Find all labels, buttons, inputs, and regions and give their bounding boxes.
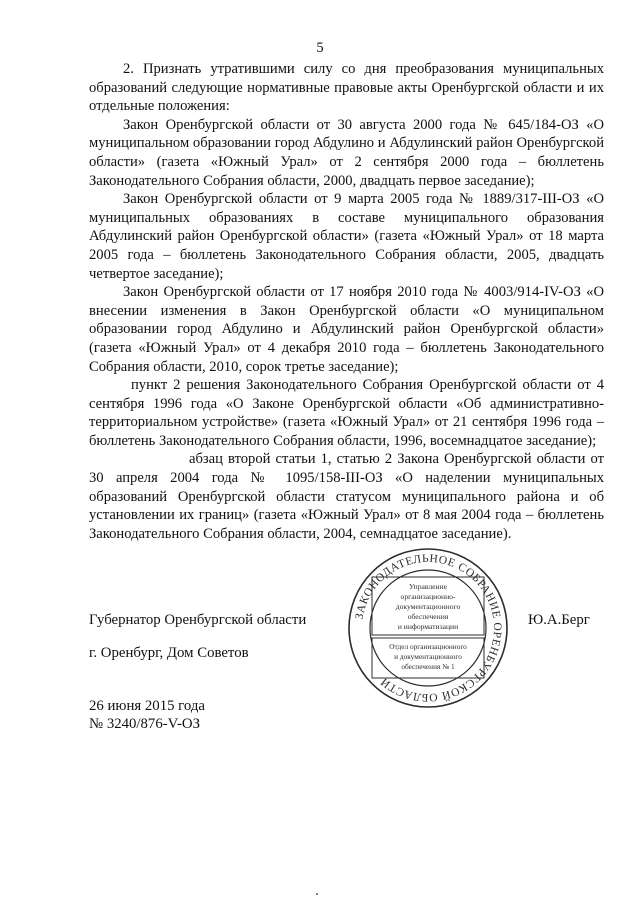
governor-name: Ю.А.Берг bbox=[528, 612, 590, 628]
governor-title: Губернатор Оренбургской области bbox=[89, 612, 307, 628]
seal-lower-box bbox=[389, 642, 467, 671]
paragraph-law-2004: абзац второй статьи 1, статью 2 Закона Оренбургской области от 30 апреля 2004 года № 1095/158-III-ОЗ «О наделении муниципальных образований Оренбургской области статусом муниципального района и об установлении их границ» (газета «Южный Урал» от 8 мая 2004 года – бюллетень Законодательного Собрания области, 2004, семнадцатое заседание). bbox=[89, 451, 604, 542]
svg-text:организационно-: организационно- bbox=[400, 592, 456, 601]
official-seal bbox=[347, 547, 509, 709]
scan-dot bbox=[316, 893, 318, 895]
paragraph-law-2000: Закон Оренбургской области от 30 августа 2000 года № 645/184-ОЗ «О муниципальном образовании город Абдулино и Абдулинский район Оренбургской области» (газета «Южный Урал» от 2 сентября 2000 года – бюллетень Законодательного Собрания области, 2000, двадцать первое заседание); bbox=[89, 116, 604, 189]
svg-text:обеспечения № 1: обеспечения № 1 bbox=[401, 662, 455, 671]
paragraph-item-2: 2. Признать утратившими силу со дня преобразования муниципальных образований следующие нормативные правовые акты Оренбургской области и их отдельные положения: bbox=[89, 61, 604, 115]
signing-date: 26 июня 2015 года bbox=[89, 698, 205, 714]
page-number: 5 bbox=[316, 40, 324, 56]
law-number: № 3240/876-V-ОЗ bbox=[89, 716, 200, 732]
paragraph-law-2010: Закон Оренбургской области от 17 ноября 2010 года № 4003/914-IV-ОЗ «О внесении изменения в Закон Оренбургской области «О муниципальном образовании город Абдулино и Абдулинский район Оренбургской области» (газета «Южный Урал» от 4 декабря 2010 года – бюллетень Законодательного Собрания области, 2010, сорок третье заседание); bbox=[89, 284, 604, 375]
svg-text:документационного: документационного bbox=[395, 602, 461, 611]
seal-outer-text: ЗАКОНОДАТЕЛЬНОЕ СОБРАНИЕ ОРЕНБУРГСКОЙ ОБЛАСТИ bbox=[353, 552, 504, 704]
svg-text:Управление: Управление bbox=[408, 582, 448, 591]
paragraph-decision-1996: пункт 2 решения Законодательного Собрания Оренбургской области от 4 сентября 1996 года «О Законе Оренбургской области «Об административно-территориальном устройстве» (газета «Южный Урал» от 21 сентября 1996 года – бюллетень Законодательного Собрания области, 1996, восемнадцатое заседание); bbox=[89, 377, 604, 449]
seal-upper-box bbox=[396, 582, 461, 631]
svg-text:обеспечения: обеспечения bbox=[407, 612, 449, 621]
document-body bbox=[89, 60, 604, 543]
svg-text:и информатизации: и информатизации bbox=[397, 622, 459, 631]
paragraph-law-2005: Закон Оренбургской области от 9 марта 2005 года № 1889/317-III-ОЗ «О муниципальных образованиях в составе муниципального образования Абдулинский район Оренбургской области» (газета «Южный Урал» от 18 марта 2005 года – бюллетень Законодательного Собрания области, 2005, двадцать четвертое заседание); bbox=[89, 191, 604, 282]
svg-text:и документационного: и документационного bbox=[394, 652, 462, 661]
signing-place: г. Оренбург, Дом Советов bbox=[89, 645, 249, 661]
svg-text:Отдел организационного: Отдел организационного bbox=[389, 642, 467, 651]
